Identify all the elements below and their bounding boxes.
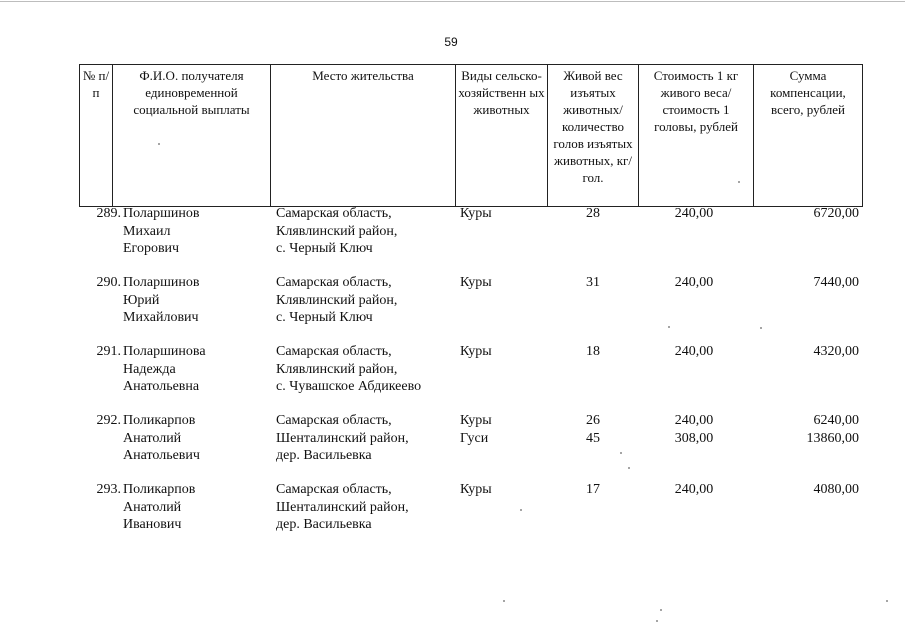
scan-speck [886, 600, 888, 602]
live-weight-line: 18 [586, 344, 600, 359]
recipient-name-line: Поларшинов [123, 275, 200, 290]
residence-cell [276, 412, 456, 465]
residence-line: с. Черный Ключ [276, 310, 373, 325]
compensation-sum-cell [759, 205, 859, 223]
scan-speck [760, 327, 762, 329]
residence-line: с. Чувашское Абдикеево [276, 379, 422, 394]
compensation-sum-line: 13860,00 [806, 430, 859, 446]
live-weight-cell [555, 343, 631, 361]
residence-line: Самарская область, [276, 206, 392, 221]
residence-cell [276, 481, 456, 534]
scan-speck [620, 452, 622, 454]
row-number-cell: 290. [96, 275, 121, 290]
recipient-name-line: Анатолий [123, 499, 182, 515]
table-body [79, 205, 862, 550]
recipient-name-line: Анатольевна [123, 379, 200, 394]
residence-line: Самарская область, [276, 482, 392, 497]
animal-types-line: Куры [460, 482, 492, 497]
compensation-sum-cell [759, 412, 859, 447]
live-weight-cell [555, 481, 631, 499]
header-number: № п/п [80, 65, 113, 207]
recipient-name-cell [123, 412, 273, 465]
live-weight-line: 28 [586, 206, 600, 221]
row-number-cell: 291. [96, 344, 121, 359]
residence-line: Клявлинский район, [276, 361, 398, 377]
recipient-name-line: Анатолий [123, 430, 182, 446]
live-weight-cell [555, 274, 631, 292]
unit-cost-line: 240,00 [674, 344, 714, 359]
live-weight-cell [555, 412, 631, 447]
residence-line: Клявлинский район, [276, 292, 398, 308]
recipient-name-line: Надежда [123, 361, 176, 377]
residence-cell [276, 205, 456, 258]
header-residence: Место жительства [271, 65, 456, 207]
animal-types-cell [460, 481, 550, 499]
unit-cost-line: 240,00 [674, 206, 714, 221]
animal-types-cell [460, 343, 550, 361]
unit-cost-cell [639, 412, 749, 447]
animal-types-cell [460, 274, 550, 292]
compensation-sum-cell [759, 343, 859, 361]
live-weight-line: 17 [586, 482, 600, 497]
unit-cost-line: 240,00 [674, 413, 714, 428]
unit-cost-line: 240,00 [674, 275, 714, 290]
recipient-name-line: Поларшинова [123, 344, 206, 359]
recipient-name-line: Поларшинов [123, 206, 200, 221]
animal-types-cell [460, 205, 550, 223]
live-weight-cell [555, 205, 631, 223]
row-number-cell: 289. [96, 206, 121, 221]
recipient-name-line: Михаил [123, 223, 171, 239]
recipient-name-line: Иванович [123, 517, 182, 532]
animal-types-line: Гуси [460, 430, 489, 446]
residence-line: дер. Васильевка [276, 517, 372, 532]
table-row [79, 274, 862, 343]
scan-speck [503, 600, 505, 602]
unit-cost-cell [639, 274, 749, 292]
recipient-name-cell [123, 343, 273, 396]
recipient-name-line: Поликарпов [123, 482, 196, 497]
scan-speck [628, 467, 630, 469]
compensation-sum-line: 6720,00 [813, 206, 859, 221]
header-compensation-sum: Сумма компенсации, всего, рублей [754, 65, 863, 207]
compensation-sum-cell [759, 274, 859, 292]
scan-speck [738, 181, 740, 183]
live-weight-line: 45 [586, 430, 600, 446]
residence-line: Самарская область, [276, 275, 392, 290]
animal-types-line: Куры [460, 275, 492, 290]
residence-line: дер. Васильевка [276, 448, 372, 463]
residence-line: Шенталинский район, [276, 430, 409, 446]
compensation-sum-line: 6240,00 [813, 413, 859, 428]
table-row [79, 343, 862, 412]
residence-cell [276, 274, 456, 327]
residence-cell [276, 343, 456, 396]
animal-types-line: Куры [460, 413, 492, 428]
page-number: 59 [444, 35, 458, 49]
scan-speck [520, 509, 522, 511]
residence-line: Клявлинский район, [276, 223, 398, 239]
table-header [79, 64, 863, 207]
residence-line: Шенталинский район, [276, 499, 409, 515]
top-border-line [0, 1, 905, 2]
header-unit-cost: Стоимость 1 кг живого веса/стоимость 1 головы, рублей [639, 65, 754, 207]
scan-speck [660, 609, 662, 611]
recipient-name-line: Анатольевич [123, 448, 200, 463]
header-animal-types: Виды сельско-хозяйственн ых животных [456, 65, 548, 207]
scan-speck [668, 326, 670, 328]
recipient-name-cell [123, 481, 273, 534]
compensation-sum-cell [759, 481, 859, 499]
recipient-name-line: Поликарпов [123, 413, 196, 428]
unit-cost-cell [639, 343, 749, 361]
table-row [79, 412, 862, 481]
unit-cost-line: 240,00 [674, 482, 714, 497]
compensation-sum-line: 4080,00 [813, 482, 859, 497]
live-weight-line: 26 [586, 413, 600, 428]
header-live-weight: Живой вес изъятых животных/ количество голов изъятых животных, кг/гол. [548, 65, 639, 207]
animal-types-line: Куры [460, 344, 492, 359]
animal-types-line: Куры [460, 206, 492, 221]
compensation-sum-line: 7440,00 [813, 275, 859, 290]
residence-line: с. Черный Ключ [276, 241, 373, 256]
row-number-cell: 293. [96, 482, 121, 497]
unit-cost-line: 308,00 [674, 430, 714, 446]
recipient-name-cell [123, 205, 273, 258]
header-recipient-name: Ф.И.О. получателя единовременной социальной выплаты [113, 65, 271, 207]
scan-speck [158, 143, 160, 145]
compensation-sum-line: 4320,00 [813, 344, 859, 359]
recipient-name-line: Егорович [123, 241, 180, 256]
animal-types-cell [460, 412, 550, 447]
unit-cost-cell [639, 481, 749, 499]
live-weight-line: 31 [586, 275, 600, 290]
recipient-name-line: Юрий [123, 292, 160, 308]
table-row [79, 205, 862, 274]
scan-speck [656, 620, 658, 622]
table-row [79, 481, 862, 550]
recipient-name-cell [123, 274, 273, 327]
row-number-cell: 292. [96, 413, 121, 428]
recipient-name-line: Михайлович [123, 310, 199, 325]
residence-line: Самарская область, [276, 413, 392, 428]
unit-cost-cell [639, 205, 749, 223]
residence-line: Самарская область, [276, 344, 392, 359]
